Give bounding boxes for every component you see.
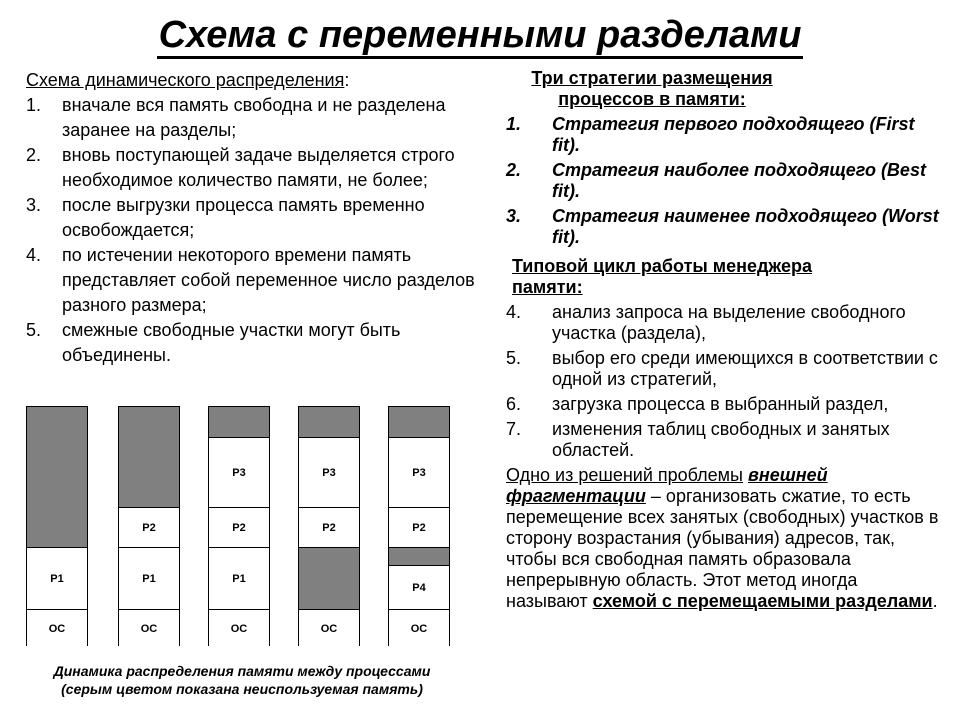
process-block: OC (119, 609, 179, 647)
list-item-text: смежные свободные участки могут быть объединены. (62, 320, 401, 365)
page-title (0, 8, 960, 62)
list-item (26, 318, 496, 368)
process-block: OC (299, 609, 359, 647)
process-block: P2 (209, 507, 269, 547)
process-block: P1 (27, 547, 87, 609)
caption-line: (серым цветом показана неиспользуемая память) (61, 681, 423, 697)
strategy-item (506, 206, 942, 248)
free-memory-block (389, 547, 449, 565)
cycle-step-text: выбор его среди имеющихся в соответствии с одной из стратегий, (552, 348, 938, 389)
process-block: P2 (389, 507, 449, 547)
para-lead: Одно из решений проблемы (506, 465, 743, 485)
para-term-fragmentation: внешней фрагментации (506, 465, 828, 506)
cycle-step-number: 4. (506, 302, 522, 322)
strategy-text: Стратегия наименее подходящего (Worst fit). (552, 206, 939, 247)
cycle-step (506, 348, 942, 390)
list-item-text: после выгрузки процесса память временно освобождается; (62, 195, 425, 240)
strategy-number: 2. (506, 160, 522, 180)
free-memory-block (27, 407, 87, 547)
process-block: OC (389, 609, 449, 647)
list-item-number: 1. (26, 95, 42, 115)
list-item-number: 5. (26, 320, 42, 340)
list-item (26, 193, 496, 243)
strategies-heading: Три стратегии размещения процессов в памяти: (531, 68, 773, 109)
process-block: P1 (119, 547, 179, 609)
compaction-paragraph (506, 465, 942, 612)
strategy-item (506, 114, 942, 156)
para-end: . (932, 591, 938, 611)
process-block: OC (27, 609, 87, 647)
list-item-number: 4. (26, 245, 42, 265)
left-column (26, 68, 496, 368)
strategy-number: 3. (506, 206, 522, 226)
list-item-number: 3. (26, 195, 42, 215)
cycle-step-text: изменения таблиц свободных и занятых областей. (552, 419, 890, 460)
free-memory-block (389, 407, 449, 437)
free-memory-block (209, 407, 269, 437)
cycle-heading: Типовой цикл работы менеджера памяти: (512, 256, 812, 297)
left-heading-suffix: : (344, 70, 350, 90)
memory-column (118, 406, 180, 646)
process-block: P2 (299, 507, 359, 547)
list-item-number: 2. (26, 145, 42, 165)
list-item (26, 93, 496, 143)
process-block: P2 (119, 507, 179, 547)
process-block: P1 (209, 547, 269, 609)
memory-column (298, 406, 360, 646)
cycle-step-text: анализ запроса на выделение свободного участка (раздела), (552, 302, 906, 343)
left-heading-text: Схема динамического распределения (26, 70, 345, 90)
process-block: P3 (209, 437, 269, 507)
list-item (26, 143, 496, 193)
cycle-step-number: 7. (506, 419, 522, 439)
strategy-number: 1. (506, 114, 522, 134)
free-memory-block (299, 407, 359, 437)
strategy-text: Стратегия наиболее подходящего (Best fit). (552, 160, 926, 201)
cycle-step (506, 394, 942, 415)
cycle-step (506, 302, 942, 344)
list-item (26, 243, 496, 318)
list-item-text: по истечении некоторого времени память представляет собой переменное число разделов разного размера; (62, 245, 475, 315)
cycle-step-number: 6. (506, 394, 522, 414)
list-item-text: вначале вся память свободна и не разделена заранее на разделы; (62, 95, 446, 140)
free-memory-block (299, 547, 359, 609)
process-block: P3 (299, 437, 359, 507)
cycle-step-text: загрузка процесса в выбранный раздел, (552, 394, 889, 414)
caption-line: Динамика распределения памяти между процессами (53, 663, 431, 679)
diagram-caption (22, 662, 462, 698)
title-text: Схема с переменными разделами (157, 14, 804, 59)
para-body: – организовать сжатие, то есть перемещение всех занятых (свободных) участков в сторону возрастания (убывания) адресов, так, чтобы вся свободная память образовала непрерывную область. Этот метод иногда называют (506, 486, 939, 611)
cycle-step (506, 419, 942, 461)
list-item-text: вновь поступающей задаче выделяется строго необходимое количество памяти, не более; (62, 145, 455, 190)
process-block: P3 (389, 437, 449, 507)
memory-column (26, 406, 88, 646)
memory-column (388, 406, 450, 646)
strategy-text: Стратегия первого подходящего (First fit). (552, 114, 915, 155)
right-column (506, 68, 942, 612)
memory-column (208, 406, 270, 646)
memory-diagram (26, 406, 456, 646)
para-term-relocatable: схемой с перемещаемыми разделами (592, 591, 933, 611)
left-heading (26, 68, 496, 93)
strategy-item (506, 160, 942, 202)
cycle-step-number: 5. (506, 348, 522, 368)
process-block: OC (209, 609, 269, 647)
process-block: P4 (389, 565, 449, 609)
free-memory-block (119, 407, 179, 507)
